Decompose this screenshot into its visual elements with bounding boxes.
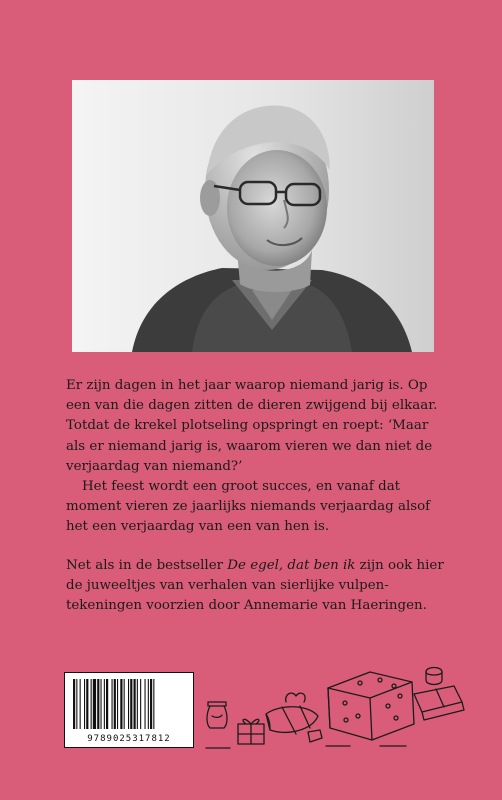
presents-ink-drawing bbox=[200, 658, 474, 754]
barcode-bar bbox=[124, 679, 125, 729]
barcode-bar bbox=[128, 679, 129, 729]
barcode-bar bbox=[80, 679, 81, 729]
barcode-bar bbox=[86, 679, 88, 729]
barcode-bar bbox=[101, 679, 102, 729]
barcode-bar bbox=[137, 679, 138, 729]
blurb-paragraph-3 bbox=[66, 556, 446, 617]
blurb-paragraph-3-end: zijn ook hier de juweeltjes van verhalen van sierlijke vulpentekeningen voorzien door Annemarie van Haeringen. bbox=[66, 557, 444, 614]
barcode-bar bbox=[73, 679, 75, 729]
barcode-bar bbox=[76, 679, 77, 729]
barcode-bar bbox=[91, 679, 92, 729]
barcode-bar bbox=[114, 679, 116, 729]
barcode-bar bbox=[93, 679, 96, 729]
isbn-barcode bbox=[64, 672, 194, 748]
blurb-paragraph-1: Er zijn dagen in het jaar waarop niemand jarig is. Op een van die dagen zitten de dieren zwijgend bij elkaar. Totdat de krekel plotseling opspringt en roept: ‘Maar als er niemand jarig is, waarom vieren we dan niet de verjaardag van niemand?’ bbox=[66, 378, 438, 474]
blurb-paragraph-3-start: Net als in de bestseller bbox=[66, 557, 228, 573]
barcode-bar bbox=[106, 679, 108, 729]
barcode-bar bbox=[153, 679, 154, 729]
barcode-bar bbox=[150, 679, 152, 729]
barcode-bars bbox=[73, 679, 185, 729]
blurb-text bbox=[66, 376, 446, 616]
barcode-bar bbox=[148, 679, 149, 729]
barcode-bar bbox=[84, 679, 85, 729]
barcode-bar bbox=[130, 679, 132, 729]
barcode-bar bbox=[104, 679, 105, 729]
barcode-bar bbox=[97, 679, 99, 729]
barcode-bar bbox=[112, 679, 113, 729]
barcode-bar bbox=[117, 679, 118, 729]
portrait-image bbox=[72, 80, 434, 352]
author-portrait-photo bbox=[72, 80, 434, 352]
barcode-bar bbox=[134, 679, 136, 729]
barcode-bar bbox=[145, 679, 146, 729]
book-title-reference: De egel, dat ben ik bbox=[227, 557, 356, 573]
blurb-paragraph-2: Het feest wordt een groot succes, en vanaf dat moment vieren ze jaarlijks niemands verjaardag alsof het een verjaardag van een van hen is. bbox=[66, 479, 431, 535]
isbn-number: 9789025317812 bbox=[87, 734, 171, 744]
barcode-bar bbox=[140, 679, 141, 729]
barcode-bar bbox=[120, 679, 122, 729]
